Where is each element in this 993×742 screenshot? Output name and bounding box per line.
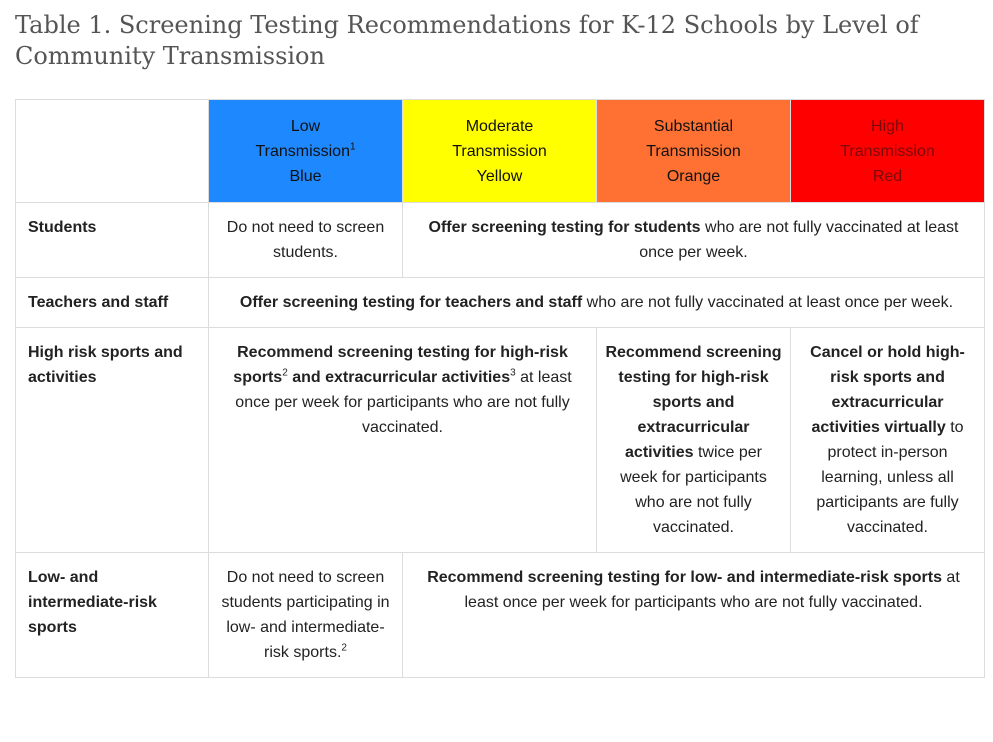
- header-high-line1: High: [871, 117, 904, 135]
- header-moderate-line3: Yellow: [476, 167, 523, 185]
- header-substantial-line2: Transmission: [646, 142, 741, 160]
- cell-high-risk-high: [791, 328, 985, 553]
- cell-high-risk-substantial: [597, 328, 791, 553]
- footnote-ref: 2: [282, 367, 288, 379]
- header-high-transmission: [791, 100, 985, 203]
- header-substantial-line1: Substantial: [653, 117, 734, 135]
- header-low-line1: Low: [290, 117, 321, 135]
- header-substantial-transmission: [597, 100, 791, 203]
- header-moderate-line2: Transmission: [452, 142, 547, 160]
- bold-text: Offer screening testing for teachers and staff: [239, 294, 583, 311]
- bold-text: Recommend screening testing for high-risk sports: [233, 344, 568, 386]
- row-label: Students: [16, 203, 209, 278]
- page-title: Table 1. Screening Testing Recommendations for K-12 Schools by Level of Community Transmission: [15, 11, 919, 70]
- table-row-teachers: [16, 278, 985, 328]
- cell-text: at least once per week for participants who are not fully vaccinated.: [235, 369, 572, 436]
- header-low-line2: Transmission: [255, 142, 350, 160]
- footnote-ref: 1: [349, 141, 356, 153]
- cell-high-risk-low-moderate: [209, 328, 597, 553]
- cell-text: who are not fully vaccinated at least once per week.: [582, 294, 954, 311]
- bold-text: Offer screening testing for students: [428, 219, 701, 236]
- cell-text: who are not fully vaccinated at least once per week.: [639, 219, 959, 261]
- table-row-low-risk-sports: [16, 553, 985, 678]
- bold-text: Cancel or hold high-risk sports and extracurricular activities virtually: [810, 344, 965, 436]
- cell-text: Do not need to screen students participating in low- and intermediate-risk sports.: [221, 569, 390, 661]
- footnote-ref: 3: [510, 367, 516, 379]
- bold-text: Recommend screening testing for high-risk sports and extracurricular activities: [605, 344, 782, 461]
- bold-text: Recommend screening testing for low- and intermediate-risk sports: [427, 569, 942, 586]
- row-label: Teachers and staff: [16, 278, 209, 328]
- header-high-line3: Red: [872, 167, 903, 185]
- bold-text: and extracurricular activities: [287, 369, 511, 386]
- cell-low-risk-rest: [403, 553, 985, 678]
- cell-students-low: Do not need to screen students.: [209, 203, 403, 278]
- header-high-line2: Transmission: [840, 142, 935, 160]
- cell-text: at least once per week for participants who are not fully vaccinated.: [464, 569, 960, 611]
- header-empty-cell: [16, 100, 209, 203]
- header-moderate-line1: Moderate: [465, 117, 534, 135]
- header-moderate-transmission: [403, 100, 597, 203]
- table-row-high-risk-sports: [16, 328, 985, 553]
- row-label: Low- and intermediate-risk sports: [16, 553, 209, 678]
- row-label: High risk sports and activities: [16, 328, 209, 553]
- header-low-transmission: [209, 100, 403, 203]
- header-substantial-line3: Orange: [666, 167, 721, 185]
- header-row: [16, 100, 985, 203]
- header-low-line3: Blue: [289, 167, 322, 185]
- cell-text: to protect in-person learning, unless all participants are fully vaccinated.: [816, 419, 964, 536]
- footnote-ref: 2: [341, 642, 347, 654]
- table-row-students: [16, 203, 985, 278]
- cell-low-risk-low: [209, 553, 403, 678]
- cell-teachers-all: [209, 278, 985, 328]
- cell-text: twice per week for participants who are not fully vaccinated.: [620, 444, 767, 536]
- recommendations-table: [15, 99, 985, 678]
- cell-students-rest: [403, 203, 985, 278]
